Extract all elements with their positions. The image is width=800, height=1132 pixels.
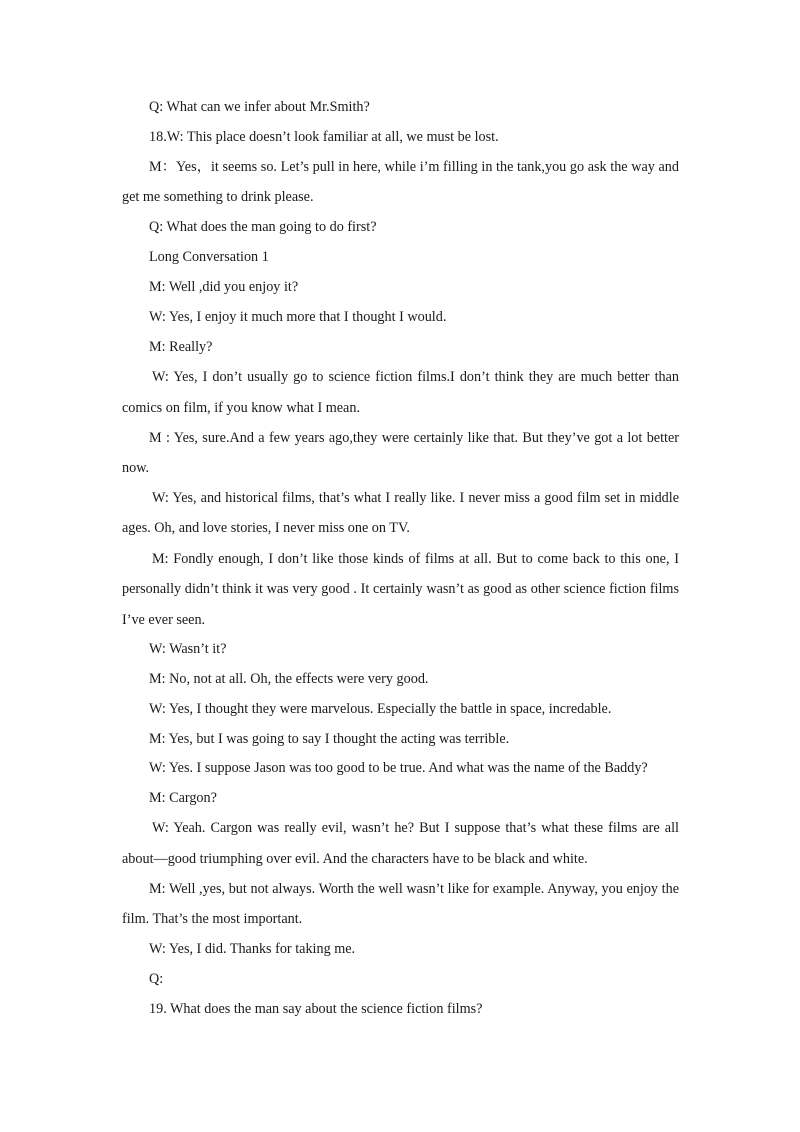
text-line: get me something to drink please.	[122, 189, 314, 205]
section-heading: Long Conversation 1	[149, 249, 269, 265]
text-line: W: Yes. I suppose Jason was too good to be true. And what was the name of the Baddy?	[149, 760, 648, 776]
text-line: now.	[122, 460, 150, 476]
text-line: M: No, not at all. Oh, the effects were very good.	[149, 671, 429, 687]
text-line: about—good triumphing over evil. And the characters have to be black and white.	[122, 851, 588, 867]
text-line: M: Cargon?	[149, 790, 217, 806]
text-line: M: Well ,yes, but not always. Worth the well wasn’t like for example. Anyway, you enjoy the	[149, 881, 679, 897]
text-line: Q:	[149, 971, 164, 987]
text-line: Q: What does the man going to do first?	[149, 219, 377, 235]
text-line: W: Yes, and historical films, that’s what I really like. I never miss a good film set in middle	[152, 490, 679, 506]
question-line: 19. What does the man say about the science fiction films?	[149, 1001, 483, 1017]
text-line: M : Yes, sure.And a few years ago,they were certainly like that. But they’ve got a lot better	[149, 430, 679, 446]
text-line: W: Yes, I thought they were marvelous. Especially the battle in space, incredable.	[149, 701, 612, 717]
text-line: W: Yes, I did. Thanks for taking me.	[149, 941, 356, 957]
text-line: W: Yeah. Cargon was really evil, wasn’t he? But I suppose that’s what these films are all	[152, 820, 679, 836]
text-line: personally didn’t think it was very good . It certainly wasn’t as good as other science fiction films	[122, 581, 679, 597]
text-line: M：Yes，it seems so. Let’s pull in here, while i’m filling in the tank,you go ask the way and	[149, 159, 679, 175]
text-line: M: Well ,did you enjoy it?	[149, 279, 299, 295]
text-line: comics on film, if you know what I mean.	[122, 400, 360, 416]
text-line: ages. Oh, and love stories, I never miss one on TV.	[122, 520, 410, 536]
text-line: I’ve ever seen.	[122, 612, 206, 628]
text-line: 18.W: This place doesn’t look familiar at all, we must be lost.	[149, 129, 499, 145]
text-line: M: Fondly enough, I don’t like those kinds of films at all. But to come back to this one, I	[152, 551, 679, 567]
text-line: film. That’s the most important.	[122, 911, 303, 927]
text-line: Q: What can we infer about Mr.Smith?	[149, 99, 370, 115]
text-line: M: Yes, but I was going to say I thought the acting was terrible.	[149, 731, 510, 747]
text-line: W: Yes, I don’t usually go to science fiction films.I don’t think they are much better than	[152, 369, 679, 385]
text-line: W: Wasn’t it?	[149, 641, 227, 657]
text-line: M: Really?	[149, 339, 213, 355]
text-line: W: Yes, I enjoy it much more that I thought I would.	[149, 309, 447, 325]
